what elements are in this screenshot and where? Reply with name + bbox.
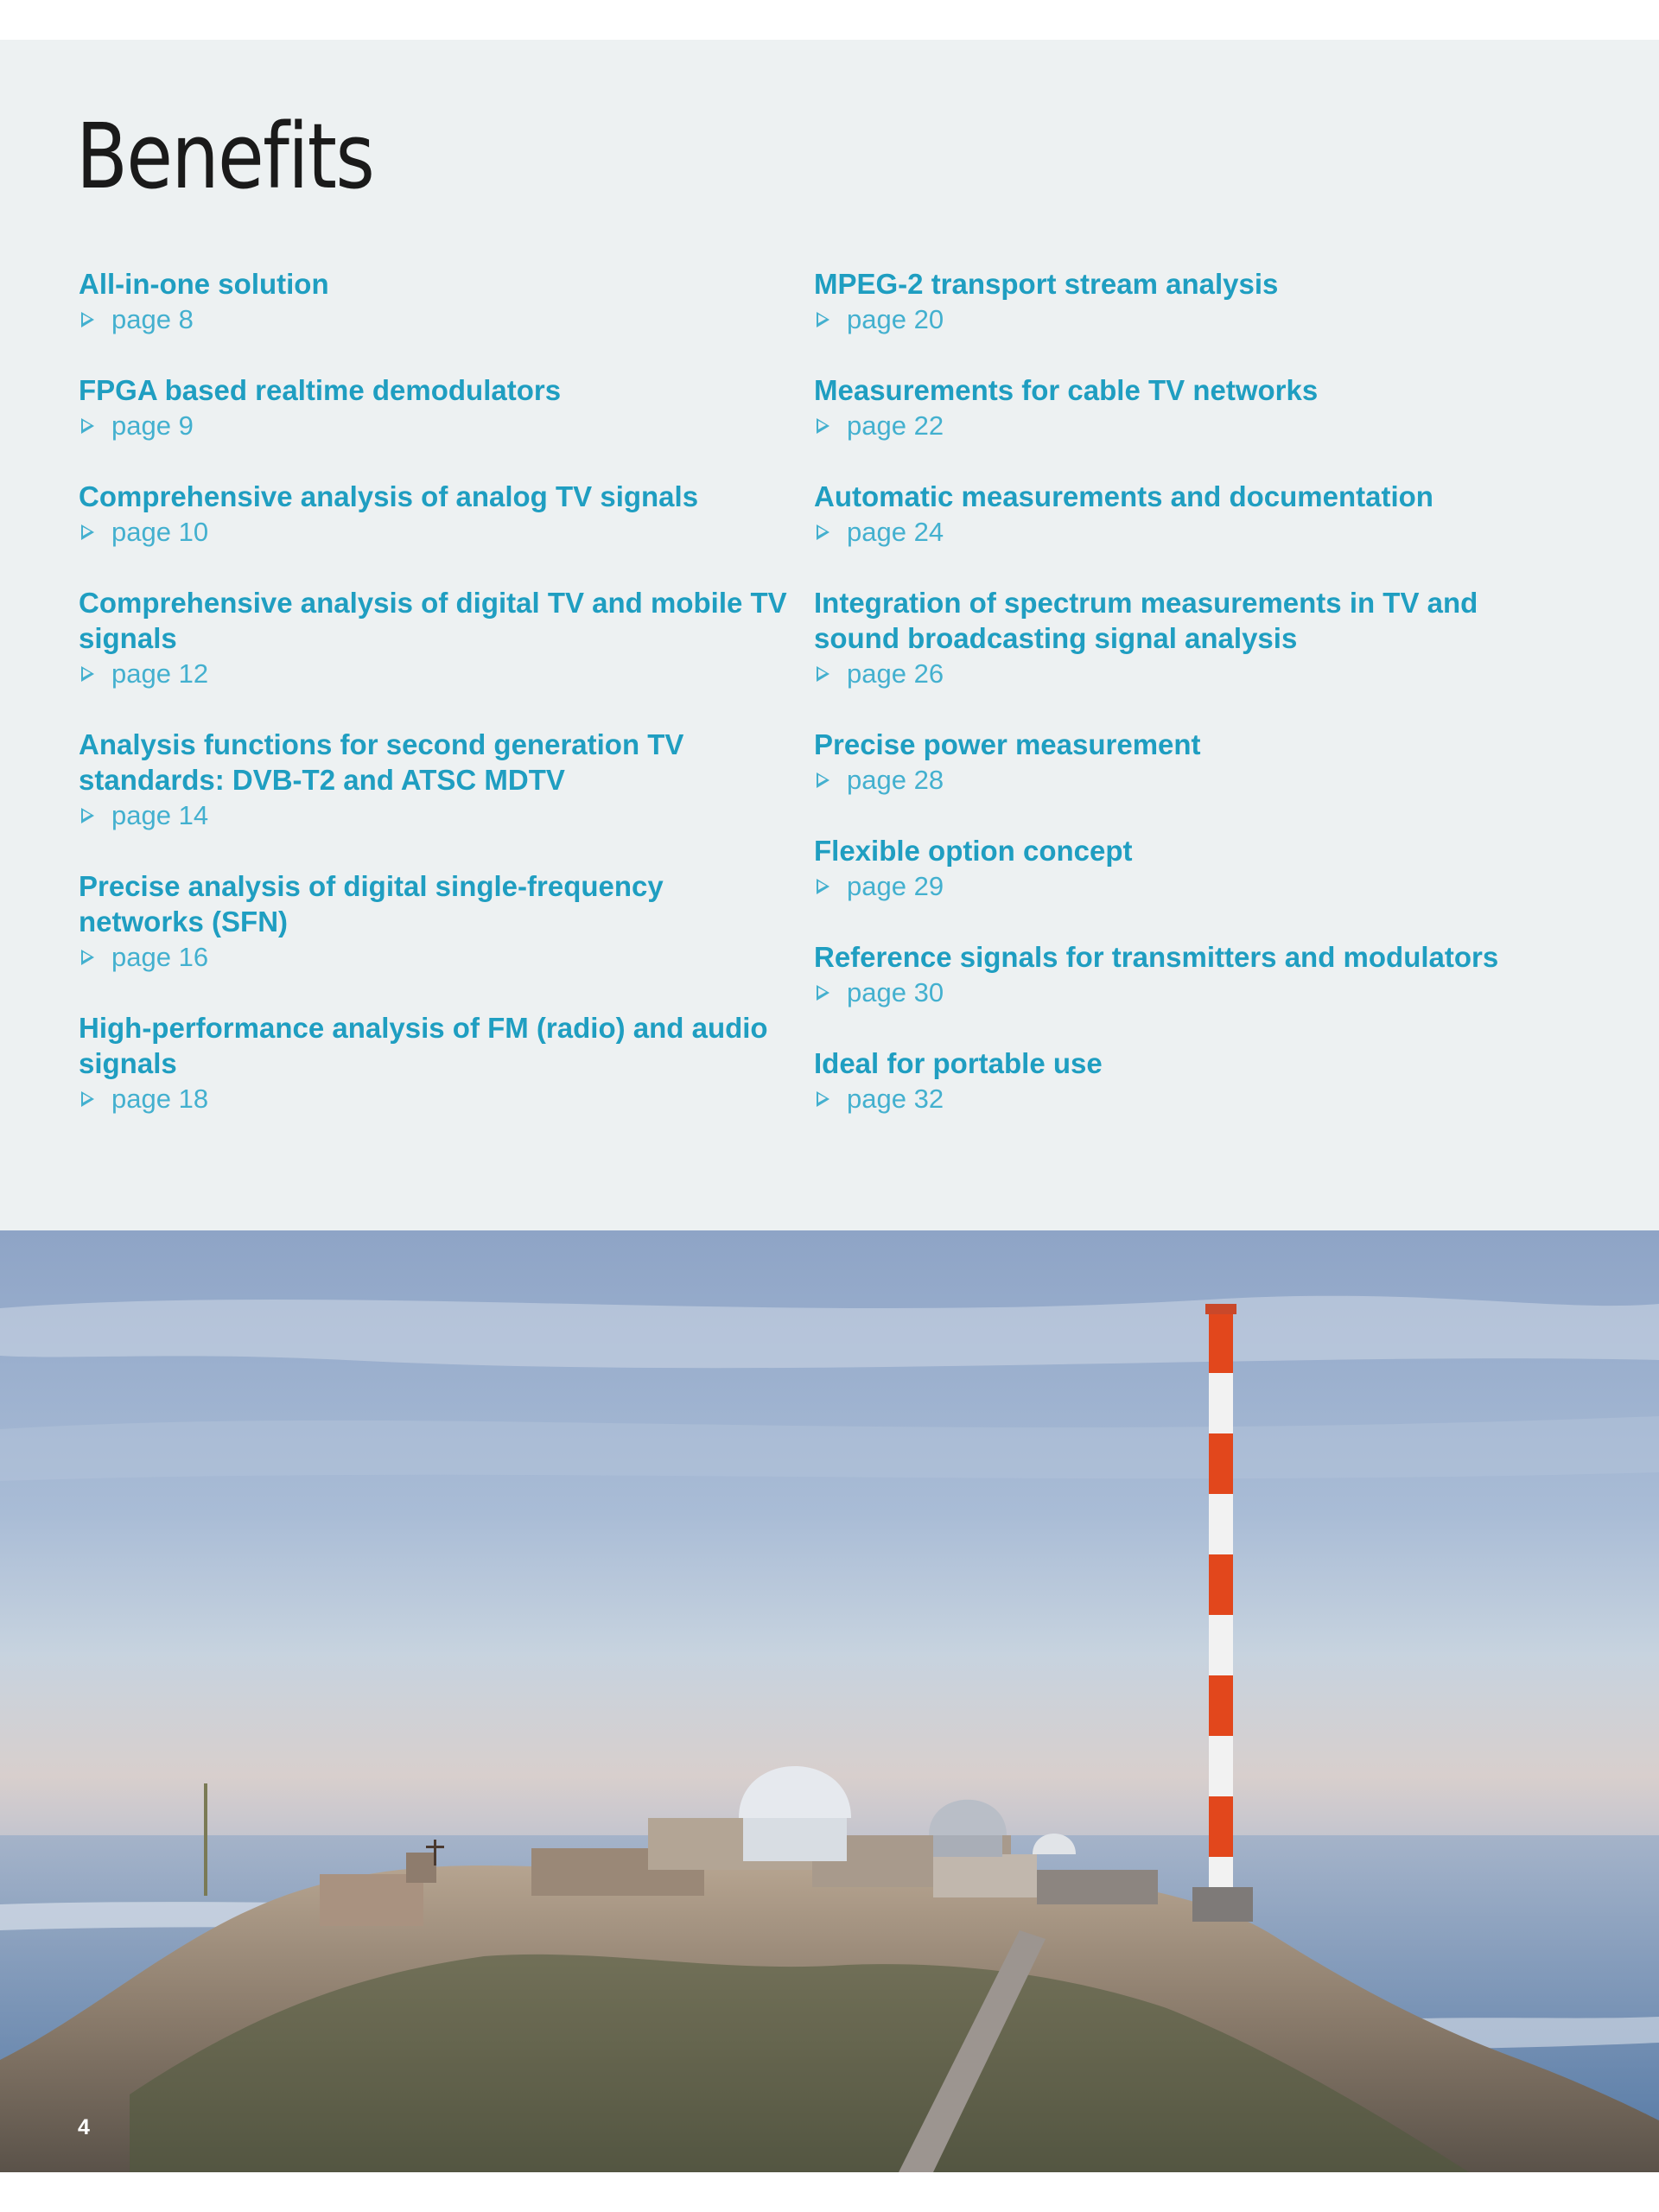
benefit-title: Ideal for portable use (814, 1047, 1103, 1079)
page-reference-label: page 20 (847, 303, 944, 334)
list-item (814, 727, 1557, 798)
page-reference-label: page 24 (847, 516, 944, 547)
page-reference-label: page 32 (847, 1083, 944, 1114)
page-reference-label: page 8 (111, 303, 194, 334)
page-number: 4 (78, 2115, 90, 2139)
benefit-title: MPEG-2 transport stream analysis (814, 268, 1279, 300)
mountain-transmitter-illustration (0, 1230, 1659, 2172)
page-reference-link[interactable] (814, 408, 1557, 443)
benefits-list-left (79, 266, 787, 1152)
list-item (814, 939, 1557, 1010)
benefit-title: Precise analysis of digital single-frequency networks (SFN) (79, 870, 664, 938)
page-reference-label: page 29 (847, 870, 944, 901)
triangle-arrow-icon (817, 772, 830, 788)
page-reference-label: page 22 (847, 410, 944, 441)
page-reference-link[interactable] (814, 656, 1557, 691)
triangle-arrow-icon (81, 950, 94, 965)
page-reference-link[interactable] (79, 798, 787, 833)
benefit-title: All-in-one solution (79, 268, 329, 300)
page-reference-label: page 14 (111, 799, 209, 830)
triangle-arrow-icon (81, 418, 94, 434)
page-reference-link[interactable] (814, 975, 1557, 1010)
page-reference-link[interactable] (79, 1081, 787, 1116)
triangle-arrow-icon (81, 524, 94, 540)
benefit-title: Measurements for cable TV networks (814, 374, 1319, 406)
list-item (79, 727, 787, 833)
triangle-arrow-icon (817, 1091, 830, 1107)
page-reference-link[interactable] (79, 302, 787, 337)
benefits-list-right (814, 266, 1557, 1152)
benefit-title: FPGA based realtime demodulators (79, 374, 562, 406)
triangle-arrow-icon (81, 312, 94, 327)
mountain-transmitter-photo (0, 1230, 1659, 2172)
benefit-title: Precise power measurement (814, 728, 1201, 760)
list-item (79, 1010, 787, 1116)
triangle-arrow-icon (81, 808, 94, 823)
benefit-title: Reference signals for transmitters and modulators (814, 941, 1499, 973)
triangle-arrow-icon (817, 666, 830, 682)
page-reference-link[interactable] (814, 1081, 1557, 1116)
list-item (79, 372, 787, 443)
page-reference-link[interactable] (79, 656, 787, 691)
page-reference-link[interactable] (79, 939, 787, 975)
benefits-panel (0, 40, 1659, 1230)
benefit-title: Automatic measurements and documentation (814, 480, 1433, 512)
benefit-title: Analysis functions for second generation TV standards: DVB-T2 and ATSC MDTV (79, 728, 684, 796)
benefit-title: Integration of spectrum measurements in TV and sound broadcasting signal analysis (814, 587, 1478, 654)
list-item (79, 868, 787, 975)
benefit-title: Comprehensive analysis of analog TV signals (79, 480, 699, 512)
page-reference-label: page 10 (111, 516, 209, 547)
page-reference-label: page 9 (111, 410, 194, 441)
list-item (814, 833, 1557, 904)
triangle-arrow-icon (817, 524, 830, 540)
page-reference-label: page 18 (111, 1083, 209, 1114)
list-item (814, 372, 1557, 443)
page-reference-label: page 30 (847, 976, 944, 1007)
page-reference-label: page 12 (111, 658, 209, 689)
page-reference-link[interactable] (814, 762, 1557, 798)
benefit-title: High-performance analysis of FM (radio) and audio signals (79, 1012, 768, 1079)
list-item (814, 266, 1557, 337)
page-title: Benefits (76, 104, 374, 209)
list-item (79, 585, 787, 691)
triangle-arrow-icon (81, 666, 94, 682)
benefit-title: Flexible option concept (814, 835, 1133, 867)
benefit-title: Comprehensive analysis of digital TV and mobile TV signals (79, 587, 787, 654)
list-item (79, 266, 787, 337)
page-reference-link[interactable] (814, 868, 1557, 904)
list-item (814, 479, 1557, 550)
list-item (814, 1046, 1557, 1116)
triangle-arrow-icon (817, 312, 830, 327)
page-reference-link[interactable] (79, 514, 787, 550)
triangle-arrow-icon (817, 985, 830, 1001)
page-reference-link[interactable] (79, 408, 787, 443)
list-item (814, 585, 1557, 691)
page-reference-link[interactable] (814, 302, 1557, 337)
triangle-arrow-icon (81, 1091, 94, 1107)
page-reference-label: page 16 (111, 941, 209, 972)
list-item (79, 479, 787, 550)
triangle-arrow-icon (817, 418, 830, 434)
page-reference-label: page 28 (847, 764, 944, 795)
triangle-arrow-icon (817, 879, 830, 894)
page-reference-label: page 26 (847, 658, 944, 689)
page-reference-link[interactable] (814, 514, 1557, 550)
